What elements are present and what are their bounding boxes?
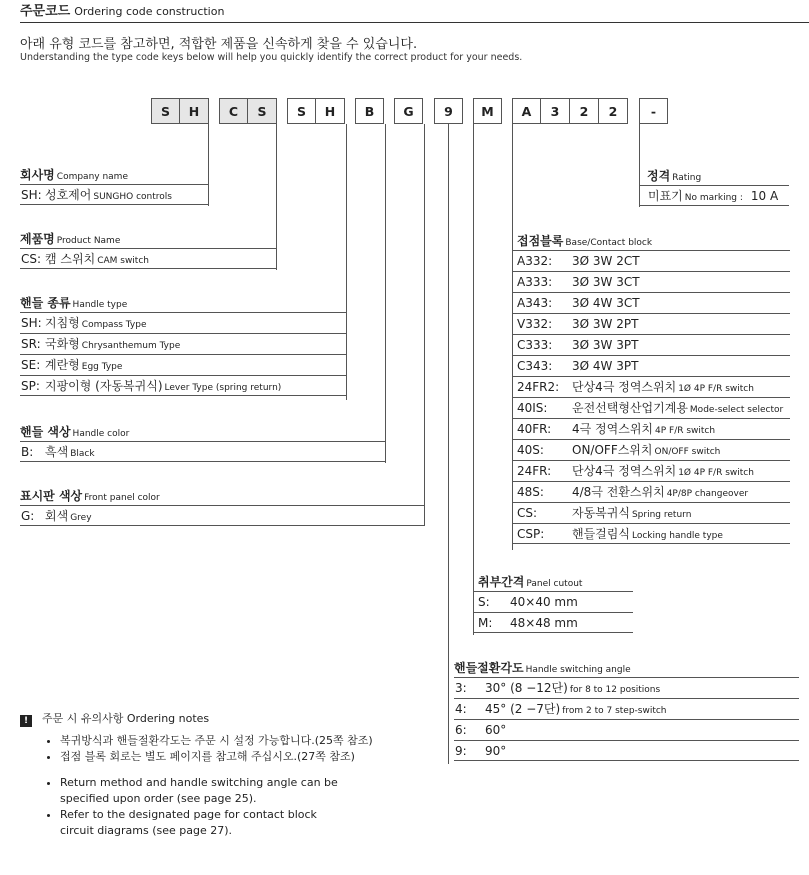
option-row: SH: 성호제어 SUNGHO controls bbox=[20, 184, 209, 205]
section-product bbox=[20, 230, 277, 269]
section-title: 제품명 Product Name bbox=[20, 232, 121, 246]
warning-icon: ! bbox=[20, 715, 32, 727]
option-row: A332: 3Ø 3W 2CT bbox=[512, 250, 790, 271]
intro-en: Understanding the type code keys below will help you quickly identify the correct product for your needs. bbox=[20, 52, 523, 63]
section-title: 핸들 색상 Handle color bbox=[20, 425, 130, 439]
ordering-notes bbox=[20, 710, 373, 839]
section-company bbox=[20, 166, 209, 205]
code-box: 3 bbox=[541, 98, 570, 124]
option-row: SP: 지팡이형 (자동복귀식) Lever Type (spring return) bbox=[20, 375, 347, 396]
connector-line bbox=[473, 124, 474, 635]
code-box: H bbox=[180, 98, 209, 124]
note-item: • 복귀방식과 핸들절환각도는 주문 시 설정 가능합니다.(25쪽 참조) bbox=[60, 733, 373, 749]
option-row: 40IS: 운전선택형산업기계용 Mode-select selector bbox=[512, 397, 790, 418]
section-title: 핸들 종류 Handle type bbox=[20, 296, 128, 310]
connector-line bbox=[448, 124, 449, 764]
code-box: S bbox=[151, 98, 180, 124]
connector-line bbox=[385, 124, 386, 463]
option-row: 미표기 No marking : 10 A bbox=[639, 185, 789, 206]
option-row: 6: 60° bbox=[454, 719, 799, 740]
section-title: 표시판 색상 Front panel color bbox=[20, 489, 160, 503]
note-item: • Return method and handle switching angle can be specified upon order (see page 25). bbox=[60, 775, 373, 807]
code-box: A bbox=[512, 98, 541, 124]
section-handle-type bbox=[20, 294, 347, 396]
option-row: 24FR: 단상4극 정역스위치 1Ø 4P F/R switch bbox=[512, 460, 790, 481]
section-handle-angle bbox=[454, 659, 799, 761]
notes-title: ! 주문 시 유의사항 Ordering notes bbox=[20, 710, 373, 727]
code-box: M bbox=[473, 98, 502, 124]
code-box: H bbox=[316, 98, 345, 124]
header-title-en: Ordering code construction bbox=[74, 5, 225, 18]
option-row: M: 48×48 mm bbox=[473, 612, 633, 633]
option-row: 4: 45° (2 −7단) from 2 to 7 step-switch bbox=[454, 698, 799, 719]
code-box: 2 bbox=[599, 98, 628, 124]
section-handle-color bbox=[20, 423, 386, 462]
option-row: 3: 30° (8 −12단) for 8 to 12 positions bbox=[454, 677, 799, 698]
code-box: S bbox=[248, 98, 277, 124]
option-row: 40S: ON/OFF스위치 ON/OFF switch bbox=[512, 439, 790, 460]
intro-ko: 아래 유형 코드를 참고하면, 적합한 제품을 신속하게 찾을 수 있습니다. bbox=[20, 37, 418, 52]
option-row: C333: 3Ø 3W 3PT bbox=[512, 334, 790, 355]
option-row: G: 회색 Grey bbox=[20, 505, 425, 526]
section-title: 핸들절환각도 Handle switching angle bbox=[454, 661, 631, 675]
option-row: 9: 90° bbox=[454, 740, 799, 761]
header-title-ko: 주문코드 bbox=[20, 4, 71, 19]
option-row: A343: 3Ø 4W 3CT bbox=[512, 292, 790, 313]
code-box: 2 bbox=[570, 98, 599, 124]
code-box: 9 bbox=[434, 98, 463, 124]
option-row: SH: 지침형 Compass Type bbox=[20, 312, 347, 333]
section-title: 회사명 Company name bbox=[20, 168, 128, 182]
section-panel-cutout bbox=[473, 573, 633, 633]
section-rating bbox=[639, 167, 789, 206]
option-row: V332: 3Ø 3W 2PT bbox=[512, 313, 790, 334]
option-row: CS: 자동복귀식 Spring return bbox=[512, 502, 790, 523]
header bbox=[20, 0, 224, 19]
option-row: CSP: 핸들걸림식 Locking handle type bbox=[512, 523, 790, 544]
option-row: A333: 3Ø 3W 3CT bbox=[512, 271, 790, 292]
section-contact-block bbox=[512, 232, 790, 544]
code-box: S bbox=[287, 98, 316, 124]
option-row: 40FR: 4극 정역스위치 4P F/R switch bbox=[512, 418, 790, 439]
option-row: B: 흑색 Black bbox=[20, 441, 386, 462]
code-box: C bbox=[219, 98, 248, 124]
note-item: • 접점 블록 회로는 별도 페이지를 참고해 주십시오.(27쪽 참조) bbox=[60, 749, 373, 765]
header-divider bbox=[20, 22, 809, 23]
option-row: CS: 캠 스위치 CAM switch bbox=[20, 248, 277, 269]
note-item: • Refer to the designated page for contact block circuit diagrams (see page 27). bbox=[60, 807, 373, 839]
section-title: 접점블록 Base/Contact block bbox=[517, 234, 653, 248]
option-row: SR: 국화형 Chrysanthemum Type bbox=[20, 333, 347, 354]
option-row: 48S: 4/8극 전환스위치 4P/8P changeover bbox=[512, 481, 790, 502]
code-box: G bbox=[394, 98, 423, 124]
option-row: C343: 3Ø 4W 3PT bbox=[512, 355, 790, 376]
section-panel-color bbox=[20, 487, 425, 526]
code-box: B bbox=[355, 98, 384, 124]
section-title: 취부간격 Panel cutout bbox=[478, 575, 583, 589]
option-row: S: 40×40 mm bbox=[473, 591, 633, 612]
option-row: SE: 계란형 Egg Type bbox=[20, 354, 347, 375]
section-title: 정격 Rating bbox=[647, 169, 702, 183]
connector-line bbox=[424, 124, 425, 526]
code-box: - bbox=[639, 98, 668, 124]
option-row: 24FR2: 단상4극 정역스위치 1Ø 4P F/R switch bbox=[512, 376, 790, 397]
